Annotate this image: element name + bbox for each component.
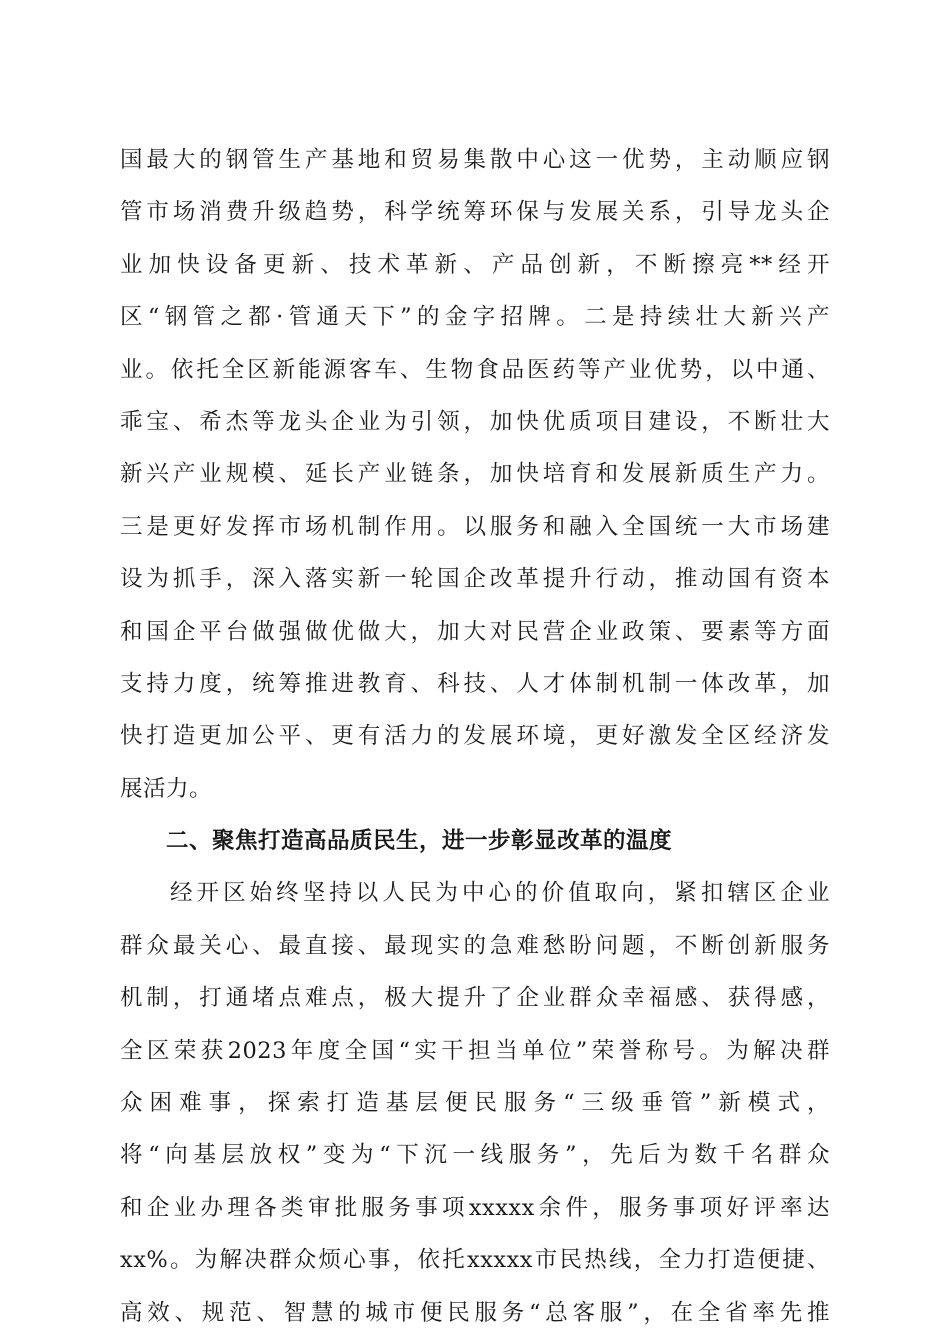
text-line: 业加快设备更新、技术革新、产品创新，不断擦亮**经开: [120, 251, 830, 278]
text-line: 众困难事，探索打造基层便民服务“三级垂管”新模式，: [120, 1090, 830, 1117]
text-line: xx%。为解决群众烦心事，依托xxxxx市民热线，全力打造便捷、: [120, 1247, 830, 1274]
paragraph-end-line: 展活力。: [120, 775, 213, 802]
text-line: 机制，打通堵点难点，极大提升了企业群众幸福感、获得感，: [120, 985, 830, 1012]
text-line: 和国企平台做强做优做大，加大对民营企业政策、要素等方面: [120, 618, 830, 645]
text-line: 将“向基层放权”变为“下沉一线服务”，先后为数千名群众: [120, 1142, 830, 1169]
paragraph-first-line: 经开区始终坚持以人民为中心的价值取向，紧扣辖区企业: [170, 880, 830, 907]
text-line: 乖宝、希杰等龙头企业为引领，加快优质项目建设，不断壮大: [120, 408, 830, 435]
text-line: 高效、规范、智慧的城市便民服务“总客服”，在全省率先推: [120, 1299, 830, 1326]
text-line: 业。依托全区新能源客车、生物食品医药等产业优势，以中通、: [120, 356, 830, 383]
text-line: 新兴产业规模、延长产业链条，加快培育和发展新质生产力。: [120, 461, 830, 488]
text-line: 区“钢管之都·管通天下”的金字招牌。二是持续壮大新兴产: [120, 304, 830, 331]
text-line: 和企业办理各类审批服务事项xxxxx余件，服务事项好评率达: [120, 1194, 830, 1221]
text-line: 管市场消费升级趋势，科学统筹环保与发展关系，引导龙头企: [120, 199, 830, 226]
text-line: 国最大的钢管生产基地和贸易集散中心这一优势，主动顺应钢: [120, 147, 830, 173]
text-line: 三是更好发挥市场机制作用。以服务和融入全国统一大市场建: [120, 513, 830, 540]
text-line: 支持力度，统筹推进教育、科技、人才体制机制一体改革，加: [120, 670, 830, 697]
text-line: 群众最关心、最直接、最现实的急难愁盼问题，不断创新服务: [120, 932, 830, 959]
text-line: 设为抓手，深入落实新一轮国企改革提升行动，推动国有资本: [120, 566, 830, 593]
text-line: 全区荣获2023年度全国“实干担当单位”荣誉称号。为解决群: [120, 1037, 830, 1064]
section-heading: 二、聚焦打造高品质民生，进一步彰显改革的温度: [166, 828, 673, 855]
text-line: 快打造更加公平、更有活力的发展环境，更好激发全区经济发: [120, 723, 830, 750]
body-text: [120, 134, 830, 1339]
